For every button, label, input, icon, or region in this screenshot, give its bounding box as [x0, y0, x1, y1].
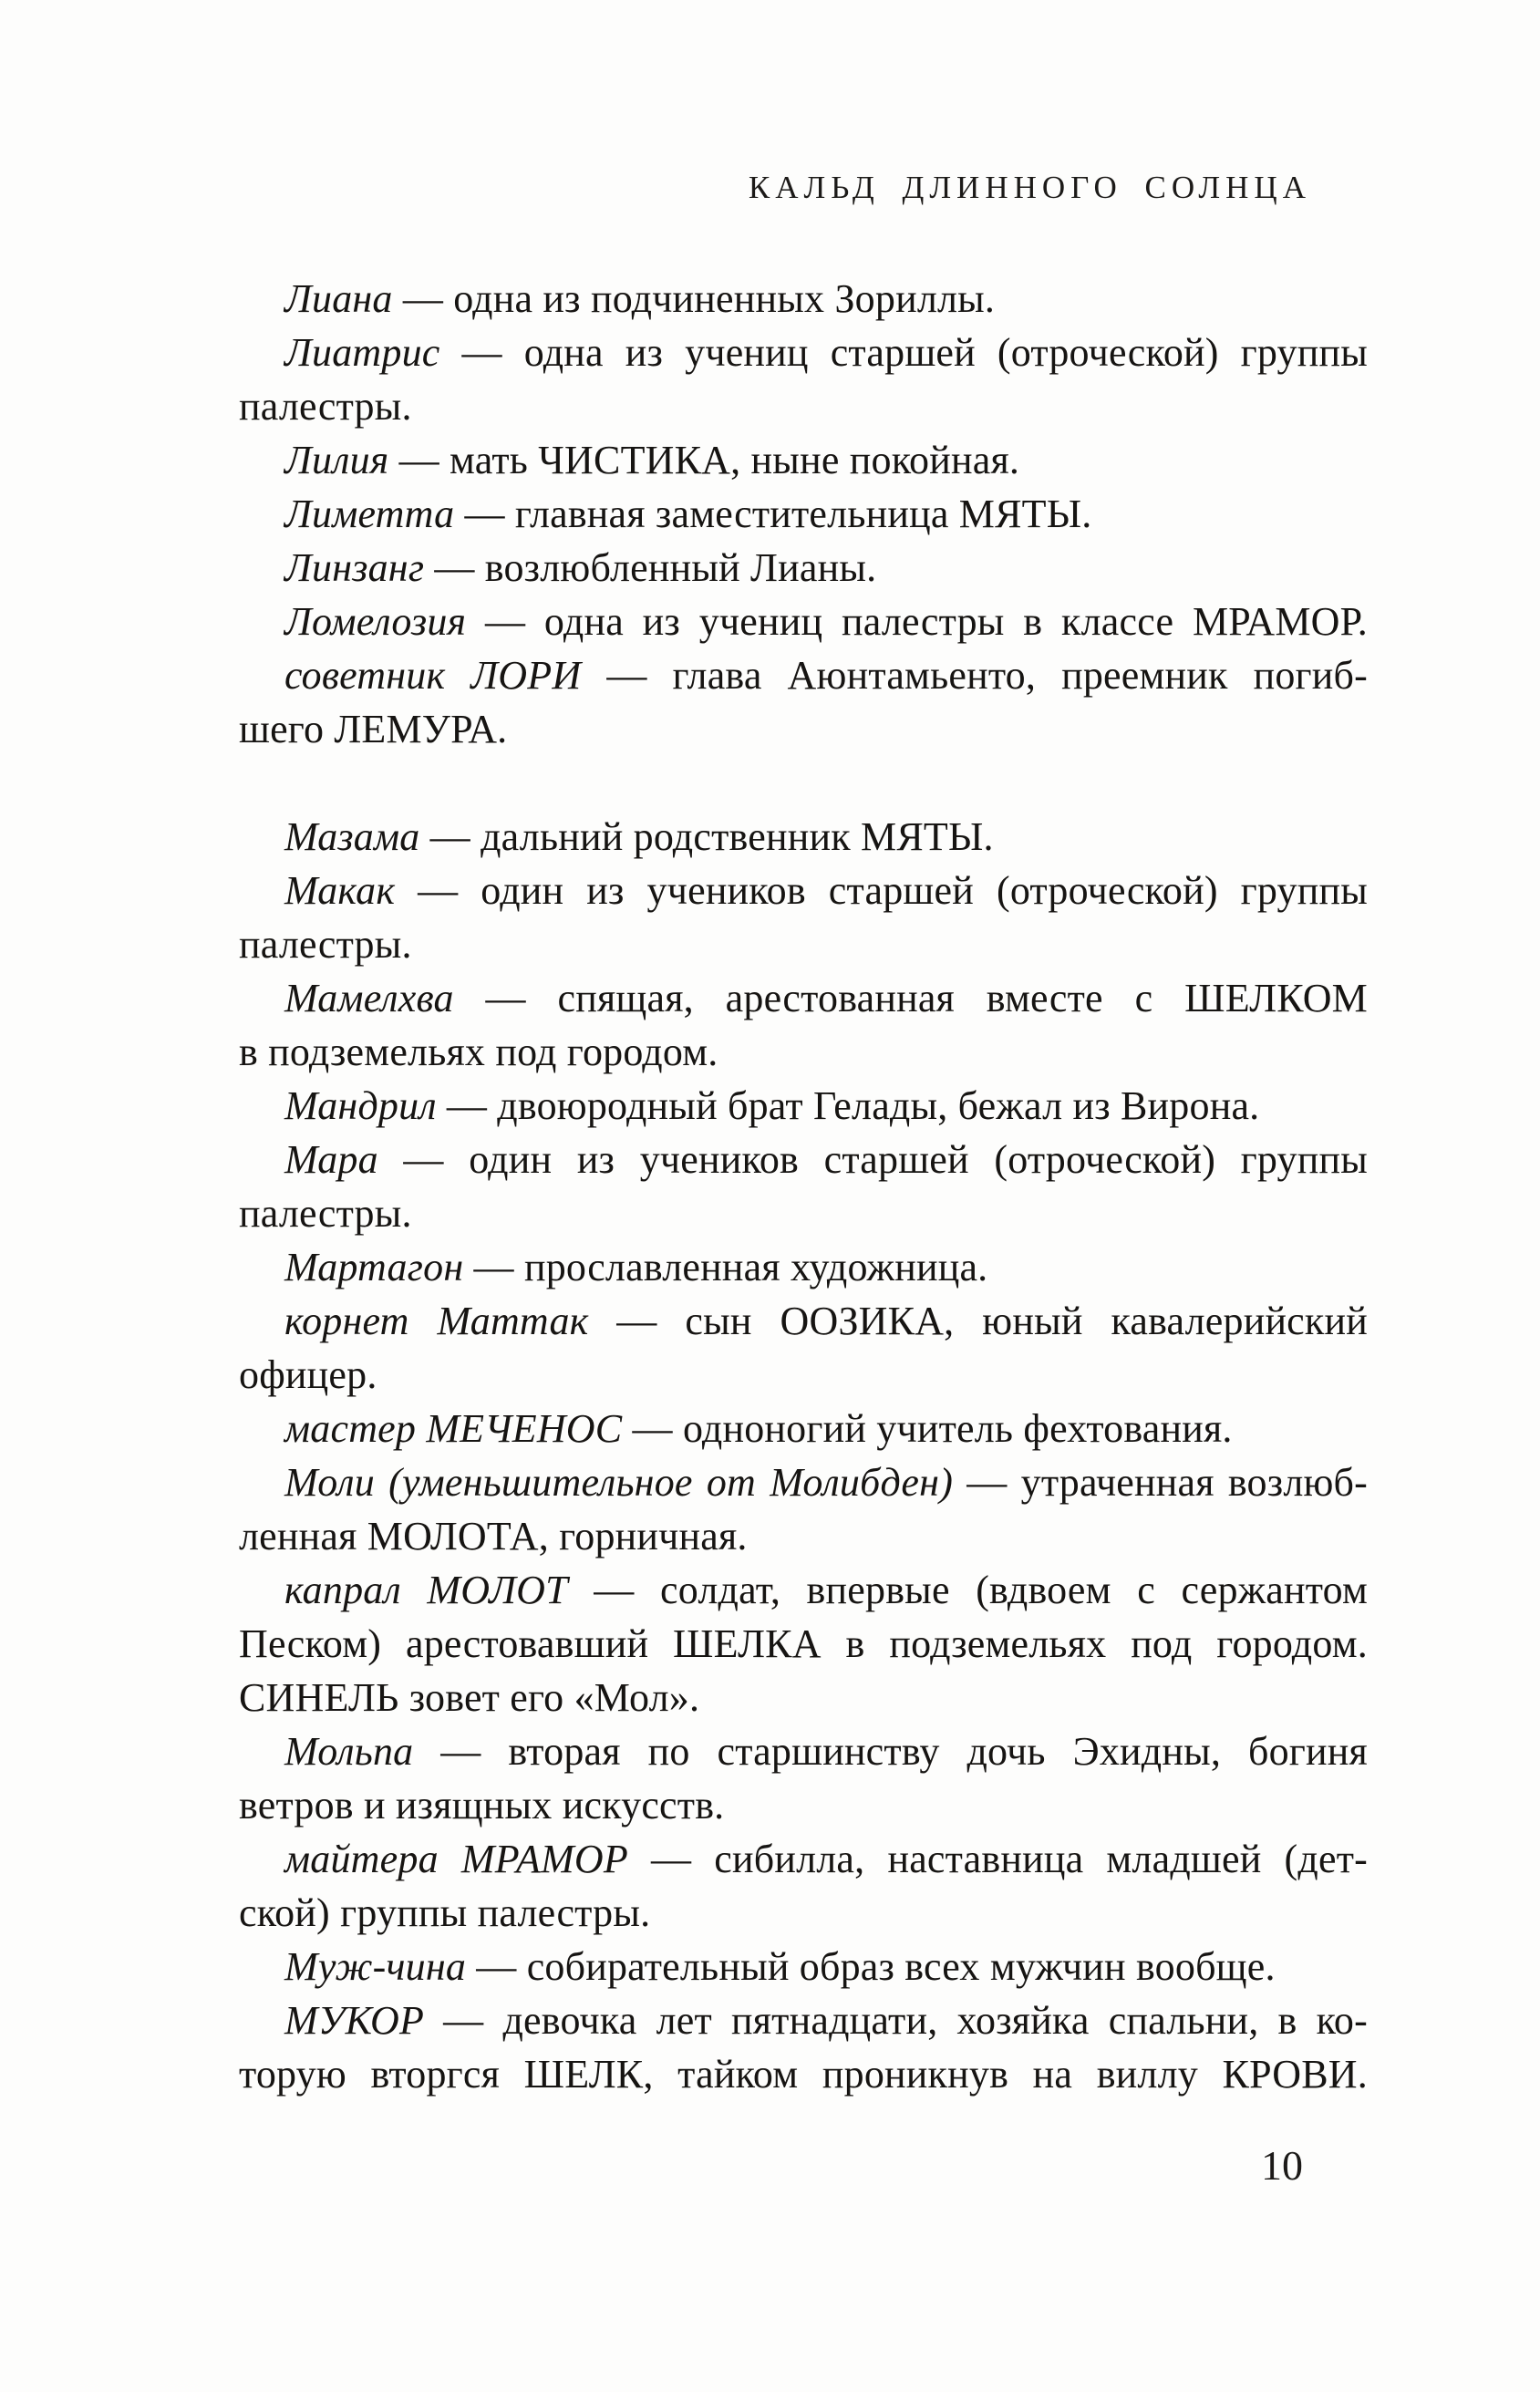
text-line: [239, 1079, 1368, 1133]
page-number: 10: [1261, 2142, 1303, 2189]
entry-description: — главная заместительница МЯТЫ.: [454, 492, 1092, 536]
text-line: [239, 917, 1368, 971]
entry-description: палестры.: [239, 1191, 412, 1236]
entry-term: капрал МОЛОТ: [284, 1568, 568, 1612]
entry-description: офицер.: [239, 1352, 377, 1397]
text-line: [239, 1133, 1368, 1186]
entry-description: — спящая, арестованная вместе с ШЕЛКОМ: [453, 976, 1368, 1020]
text-line: [239, 379, 1368, 433]
entry-description: торую вторгся ШЕЛК, тайком проникнув на виллу КРОВИ.: [239, 2052, 1368, 2097]
entry-description: — глава Аюнтамьенто, преемник погиб-: [581, 653, 1368, 698]
text-line: [239, 810, 1368, 864]
text-line: [239, 1294, 1368, 1348]
entry-term: Лилия: [284, 438, 389, 482]
glossary-entry: [239, 326, 1368, 433]
entry-description: в подземельях под городом.: [239, 1030, 718, 1074]
entry-term: мастер МЕЧЕНОС: [284, 1406, 623, 1451]
entry-description: — вторая по старшинству дочь Эхидны, богиня: [413, 1729, 1368, 1774]
text-line: [239, 1402, 1368, 1455]
glossary-entry: [239, 1079, 1368, 1133]
text-line: [239, 864, 1368, 917]
entry-description: — девочка лет пятнадцати, хозяйка спальни, в ко-: [424, 1998, 1368, 2043]
entry-description: — утраченная возлюб-: [953, 1460, 1368, 1505]
entry-description: ветров и изящных искусств.: [239, 1783, 725, 1828]
entry-term: Мандрил: [284, 1083, 437, 1128]
text-line: [239, 1778, 1368, 1832]
entry-description: — один из учеников старшей (отроческой) группы: [377, 1137, 1368, 1182]
glossary-entry: [239, 272, 1368, 326]
glossary-entry: [239, 541, 1368, 595]
glossary-entry: [239, 1455, 1368, 1563]
text-line: [239, 595, 1368, 648]
text-line: [239, 1025, 1368, 1079]
entry-description: — прославленная художница.: [463, 1245, 988, 1289]
text-line: [239, 1455, 1368, 1509]
entry-description: — одна из подчиненных Зориллы.: [392, 276, 996, 321]
entry-description: — солдат, впервые (вдвоем с сержантом: [567, 1568, 1368, 1612]
entry-term: Муж-чина: [284, 1944, 467, 1989]
text-line: [239, 1886, 1368, 1940]
text-line: [239, 1240, 1368, 1294]
entry-term: Мазама: [284, 814, 420, 859]
glossary-entry: [239, 1240, 1368, 1294]
text-line: [239, 1832, 1368, 1886]
text-line: [239, 1724, 1368, 1778]
entry-description: СИНЕЛЬ зовет его «Мол».: [239, 1675, 700, 1720]
entry-description: Песком) арестовавший ШЕЛКА в подземельях под городом.: [239, 1621, 1368, 1666]
text-line: [239, 1617, 1368, 1671]
glossary-entry: [239, 433, 1368, 487]
glossary-entry: [239, 1724, 1368, 1832]
glossary-entry: [239, 648, 1368, 756]
glossary-entry: [239, 487, 1368, 541]
entry-description: — один из учеников старшей (отроческой) группы: [395, 868, 1368, 913]
entry-description: — сын ООЗИКА, юный кавалерийский: [588, 1299, 1368, 1343]
entry-term: Мара: [284, 1137, 378, 1182]
entry-description: — собирательный образ всех мужчин вообще.: [466, 1944, 1276, 1989]
glossary-entry: [239, 864, 1368, 971]
glossary-entry: [239, 1993, 1368, 2101]
text-line: [239, 272, 1368, 326]
text-line: [239, 1186, 1368, 1240]
entry-description: — дальний родственник МЯТЫ.: [419, 814, 994, 859]
entry-term: Ломелозия: [284, 599, 467, 644]
text-line: [239, 702, 1368, 756]
entry-term: Макак: [284, 868, 396, 913]
entry-description: ленная МОЛОТА, горничная.: [239, 1514, 748, 1558]
entry-term: Лиатрис: [284, 330, 440, 375]
text-line: [239, 326, 1368, 379]
text-line: [239, 1993, 1368, 2047]
entry-description: — мать ЧИСТИКА, ныне покойная.: [388, 438, 1020, 482]
text-line: [239, 541, 1368, 595]
glossary-entry: [239, 1402, 1368, 1455]
entry-term: Моли (уменьшительное от Молибден): [284, 1460, 954, 1505]
running-header: КАЛЬД ДЛИННОГО СОЛНЦА: [748, 170, 1311, 205]
text-line: [239, 1348, 1368, 1402]
text-line: [239, 648, 1368, 702]
entry-term: Лиметта: [284, 492, 455, 536]
entry-description: — возлюбленный Лианы.: [424, 545, 877, 590]
entry-description: — одна из учениц старшей (отроческой) группы: [439, 330, 1368, 375]
glossary-entry: [239, 595, 1368, 648]
entry-description: палестры.: [239, 922, 412, 967]
entry-term: МУКОР: [284, 1998, 425, 2043]
text-line: [239, 433, 1368, 487]
entry-term: корнет Маттак: [284, 1299, 589, 1343]
entry-description: — двоюродный брат Гелады, бежал из Вирона.: [436, 1083, 1260, 1128]
text-line: [239, 2047, 1368, 2101]
text-line: [239, 1940, 1368, 1993]
glossary-entry: [239, 810, 1368, 864]
entry-term: Лиана: [284, 276, 393, 321]
entry-description: шего ЛЕМУРА.: [239, 707, 508, 751]
entry-description: — одна из учениц палестры в классе МРАМОР.: [466, 599, 1368, 644]
glossary-entry: [239, 971, 1368, 1079]
entry-term: Мартагон: [284, 1245, 464, 1289]
entry-term: Мольпа: [284, 1729, 414, 1774]
glossary-entry: [239, 1133, 1368, 1240]
entry-term: майтера МРАМОР: [284, 1837, 628, 1881]
glossary-entry: [239, 1940, 1368, 1993]
entry-term: Мамелхва: [284, 976, 454, 1020]
entry-description: — одноногий учитель фехтования.: [622, 1406, 1233, 1451]
entry-description: ской) группы палестры.: [239, 1890, 651, 1935]
glossary-entry: [239, 1294, 1368, 1402]
text-line: [239, 487, 1368, 541]
text-line: [239, 1671, 1368, 1724]
text-line: [239, 1509, 1368, 1563]
text-line: [239, 1563, 1368, 1617]
entry-description: палестры.: [239, 384, 412, 429]
text-line: [239, 971, 1368, 1025]
entry-term: Линзанг: [284, 545, 425, 590]
glossary-entry: [239, 1563, 1368, 1724]
glossary-list: [239, 272, 1368, 2101]
glossary-entry: [239, 1832, 1368, 1940]
entry-term: советник ЛОРИ: [284, 653, 582, 698]
entry-description: — сибилла, наставница младшей (дет-: [627, 1837, 1368, 1881]
